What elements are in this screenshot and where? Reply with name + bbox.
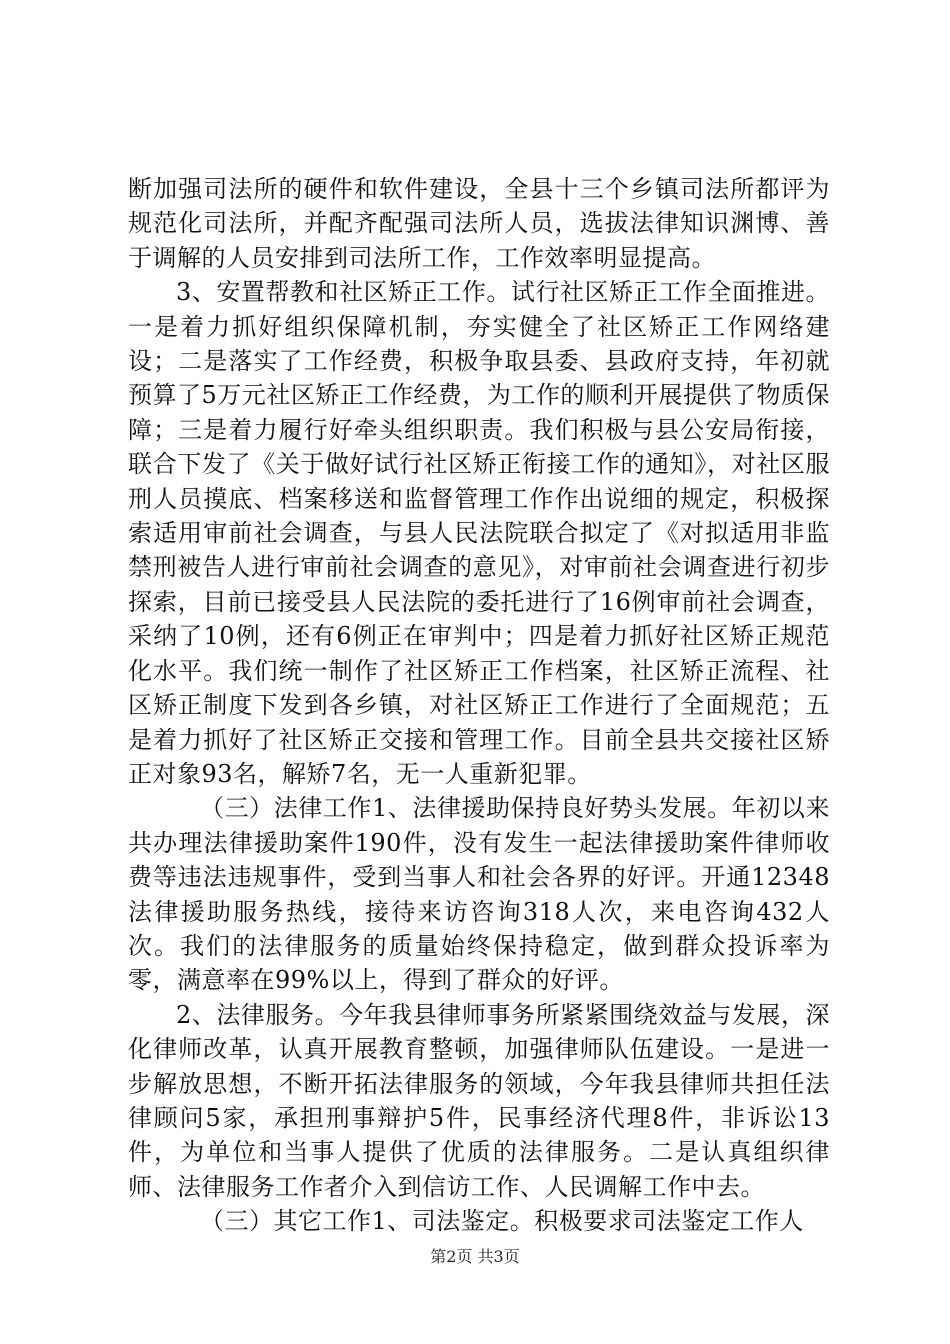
paragraph-legal-services: 2、法律服务。今年我县律师事务所紧紧围绕效益与发展，深化律师改革，认真开展教育整顿，加强律师队伍建设。一是进一步解放思想，不断开拓法律服务的领域，今年我县律师共担任法律顾问5家，承担刑事辩护5件，民事经济代理8件，非诉讼13件，为单位和当事人提供了优质的法律服务。二是认真组织律师、法律服务工作者介入到信访工作、人民调解工作中去。 (128, 1000, 830, 1201)
paragraph-legal-aid: （三）法律工作1、法律援助保持良好势头发展。年初以来共办理法律援助案件190件，没有发生一起法律援助案件律师收费等违法违规事件，受到当事人和社会各界的好评。开通12348法律援助服务热线，接待来访咨询318人次，来电咨询432人次。我们的法律服务的质量始终保持稳定，做到群众投诉率为零，满意率在99%以上，得到了群众的好评。 (128, 794, 830, 995)
paragraph-continuation: 断加强司法所的硬件和软件建设，全县十三个乡镇司法所都评为规范化司法所，并配齐配强司法所人员，选拔法律知识渊博、善于调解的人员安排到司法所工作，工作效率明显提高。 (128, 175, 830, 272)
document-body (128, 172, 830, 1239)
paragraph-community-correction: 3、安置帮教和社区矫正工作。试行社区矫正工作全面推进。一是着力抓好组织保障机制，夯实健全了社区矫正工作网络建设；二是落实了工作经费，积极争取县委、县政府支持，年初就预算了5万元社区矫正工作经费，为工作的顺利开展提供了物质保障；三是着力履行好牵头组织职责。我们积极与县公安局衔接，联合下发了《关于做好试行社区矫正衔接工作的通知》，对社区服刑人员摸底、档案移送和监督管理工作作出说细的规定，积极探索适用审前社会调查，与县人民法院联合拟定了《对拟适用非监禁刑被告人进行审前社会调查的意见》，对审前社会调查进行初步探索，目前已接受县人民法院的委托进行了16例审前社会调查，采纳了10例，还有6例正在审判中；四是着力抓好社区矫正规范化水平。我们统一制作了社区矫正工作档案，社区矫正流程、社区矫正制度下发到各乡镇，对社区矫正工作进行了全面规范；五是着力抓好了社区矫正交接和管理工作。目前全县共交接社区矫正对象93名，解矫7名，无一人重新犯罪。 (128, 278, 830, 788)
page-footer: 第2页 共3页 (430, 1247, 520, 1266)
paragraph-other-work: （三）其它工作1、司法鉴定。积极要求司法鉴定工作人 (200, 1207, 804, 1236)
